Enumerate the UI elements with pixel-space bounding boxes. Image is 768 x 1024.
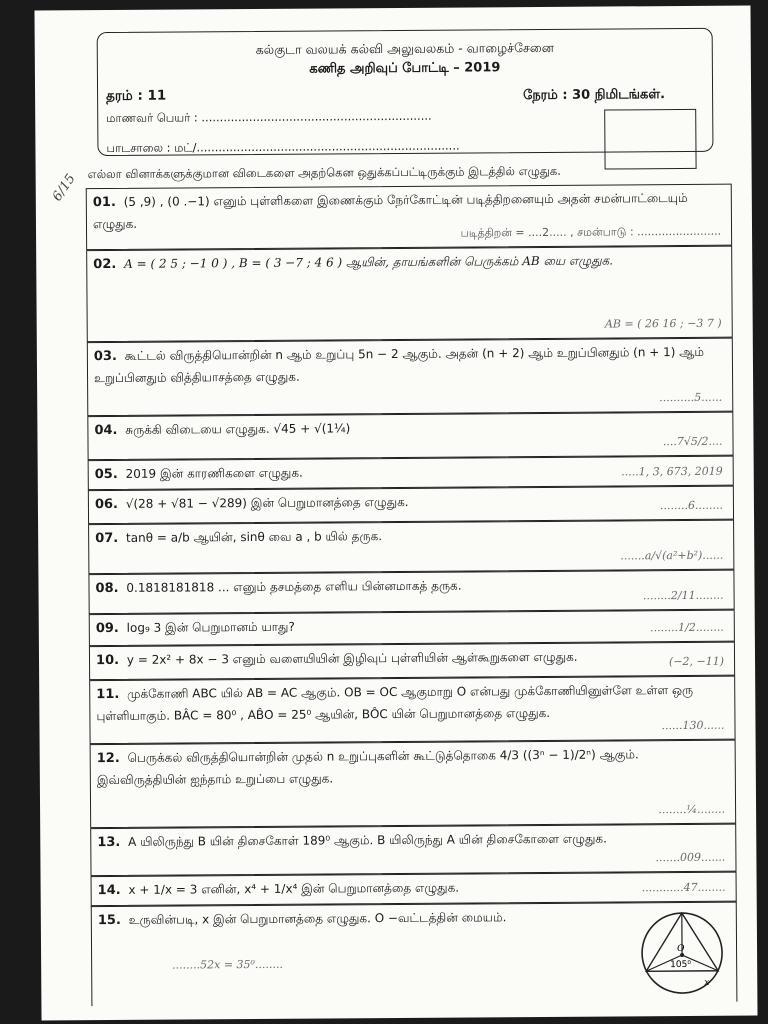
marks-box (604, 109, 696, 170)
question-13 (90, 824, 736, 877)
answer-field[interactable]: (−2, −11) (668, 655, 725, 669)
question-number: 08. (95, 580, 119, 597)
office-title: கல்குடா வலயக் கல்வி அலுவலகம் - வாழைச்சேனை (255, 39, 554, 57)
question-number: 07. (95, 530, 119, 547)
question-11 (89, 676, 735, 745)
question-text: (5 ,9) , (0 .−1) எனும் புள்ளிகளை இணைக்கும் நேர்கோட்டின் படித்திறனையும் அதன் சமன்பாட்டையும் எழுதுக. (92, 190, 688, 232)
answer-field[interactable]: ............47........ (641, 881, 726, 895)
question-text: 2019 இன் காரணிகளை எழுதுக. (125, 465, 303, 481)
question-06 (88, 486, 734, 525)
question-text: √(28 + √81 − √289) இன் பெறுமானத்தை எழுதுக. (125, 494, 409, 511)
question-number: 04. (94, 422, 118, 439)
question-number: 12. (96, 750, 120, 767)
margin-score-note: 6/15 (49, 171, 79, 205)
question-number: 03. (93, 348, 117, 365)
question-text: சுருக்கி விடையை எழுதுக. √45 + √(1¼) (125, 421, 351, 437)
answer-field[interactable]: ......130...... (661, 719, 725, 733)
time-label: நேரம் : 30 நிமிடங்கள். (523, 87, 666, 104)
question-05 (88, 456, 734, 491)
question-text: A யிலிருந்து B யின் திசைகோள் 189⁰ ஆகும். B யிலிருந்து A யின் திசைகோளை எழுதுக. (128, 831, 607, 849)
angle-label: 105⁰ (670, 959, 691, 971)
answer-field[interactable]: ........1/2........ (650, 621, 724, 635)
question-09 (89, 610, 735, 647)
question-number: 01. (92, 194, 116, 211)
question-07 (88, 520, 734, 575)
question-text: log₉ 3 இன் பெறுமானம் யாது? (126, 619, 295, 635)
answer-field[interactable]: ....7√5/2.... (662, 435, 723, 449)
question-03 (87, 338, 734, 417)
question-text: tanθ = a/b ஆயின், sinθ வை a , b யில் தருக. (125, 529, 383, 545)
answer-field[interactable]: .....1, 3, 673, 2019 (621, 465, 723, 479)
question-14 (91, 872, 737, 907)
question-text: A = ( 2 5 ; −1 0 ) , B = ( 3 −7 ; 4 6 ) ஆயின், தாயங்களின் பெருக்கம் AB யை எழுதுக. (124, 253, 614, 271)
center-label: O (677, 943, 685, 955)
question-01 (86, 184, 732, 251)
answer-field[interactable]: ..........5...... (659, 391, 723, 405)
answer-field[interactable]: ........6........ (659, 499, 724, 513)
circle-diagram (634, 905, 731, 1002)
question-number: 06. (94, 496, 119, 513)
competition-title: கணித அறிவுப் போட்டி – 2019 (309, 60, 501, 77)
question-text: பெருக்கல் விருத்தியொன்றின் முதல் n உறுப்புகளின் கூட்டுத்தொகை 4/3 ((3ⁿ − 1)/2ⁿ) ஆகும். இவ்விருத்தியின் ஐந்தாம் உறுப்பை எழுதுக. (96, 747, 639, 788)
answer-field[interactable]: .......a/√(a²+b²)...... (620, 549, 724, 563)
question-number: 11. (96, 686, 120, 703)
question-text: 0.1818181818 ... எனும் தசமத்தை எளிய பின்னமாகத் தருக. (126, 578, 462, 595)
question-number: 13. (97, 834, 121, 851)
school-field[interactable]: பாடசாலை : மட்/........................................................................ (106, 138, 460, 156)
answer-field[interactable]: ........52x = 35⁰........ (172, 958, 283, 972)
question-number: 09. (95, 620, 119, 637)
question-number: 15. (97, 912, 121, 929)
instruction-text: எல்லா வினாக்களுக்குமான விடைகளை அதற்கென ஒதுக்கப்பட்டிருக்கும் இடத்தில் எழுதுக. (87, 163, 561, 182)
question-04 (87, 412, 733, 461)
question-text: y = 2x² + 8x − 3 எனும் வளையியின் இழிவுப் புள்ளியின் ஆள்கூறுகளை எழுதுக. (126, 649, 578, 667)
x-label: x (704, 977, 710, 988)
question-15 (91, 902, 738, 1007)
question-number: 02. (93, 256, 117, 273)
question-text: x + 1/x = 3 எனின், x⁴ + 1/x⁴ இன் பெறுமானத்தை எழுதுக. (128, 880, 460, 897)
question-text: கூட்டல் விருத்தியொன்றின் n ஆம் உறுப்பு 5n − 2 ஆகும். அதன் (n + 2) ஆம் உறுப்பினதும் (n + 1) ஆம் உறுப்பினதும் வித்தியாசத்தை எழுதுக. (94, 344, 705, 386)
answer-field[interactable]: AB = ( 26 16 ; −3 7 ) (604, 317, 722, 331)
header-box (97, 28, 714, 156)
answer-field[interactable]: ........2/11........ (642, 589, 724, 603)
question-text: முக்கோணி ABC யில் AB = AC ஆகும். OB = OC ஆகுமாறு O என்பது முக்கோணியினுள்ளே உள்ள ஒரு புள்ளியாகும். BÂC = 80⁰ , AB̂O = 25⁰ ஆயின், BÔC யின் பெறுமானத்தை எழுதுக. (96, 682, 694, 724)
question-02 (86, 246, 733, 343)
answer-field[interactable]: ........¼........ (658, 803, 726, 817)
question-number: 05. (94, 466, 118, 483)
grade-label: தரம் : 11 (106, 87, 167, 105)
answer-field[interactable]: .......009....... (655, 851, 726, 865)
question-08 (88, 570, 734, 615)
question-12 (90, 740, 737, 829)
question-10 (89, 642, 735, 681)
exam-sheet (34, 6, 757, 1021)
student-name-field[interactable]: மாணவர் பெயர் : ............................................................... (106, 108, 432, 126)
question-number: 14. (97, 882, 121, 899)
question-number: 10. (95, 652, 120, 669)
question-text: உருவின்படி, x இன் பெறுமானத்தை எழுதுக. O −வட்டத்தின் மையம். (128, 910, 507, 927)
answer-field[interactable]: படித்திறன் = ....2..... , சமன்பாடு : ........................ (460, 225, 722, 240)
